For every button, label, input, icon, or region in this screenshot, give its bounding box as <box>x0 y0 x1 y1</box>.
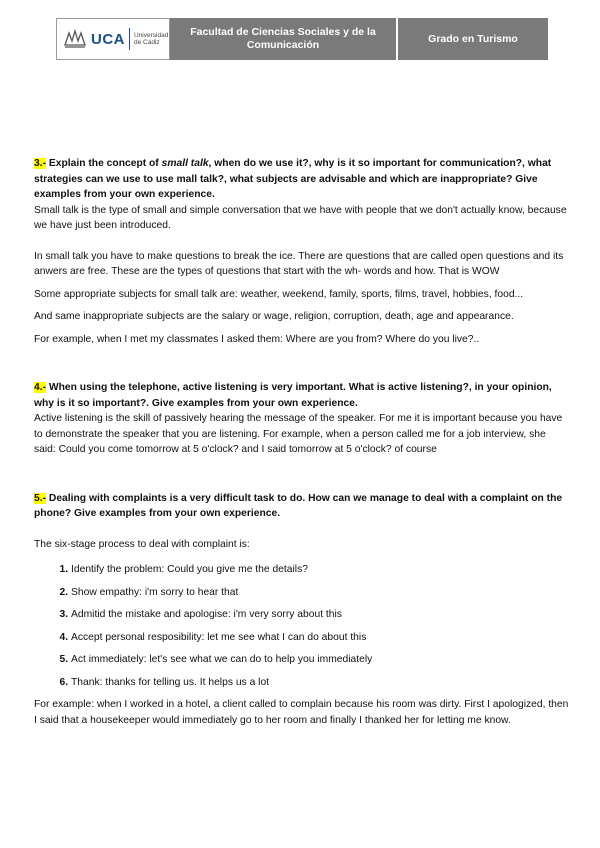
list-item: 6. Thank: thanks for telling us. It helps us a lot <box>71 675 570 691</box>
question-number: 4.- <box>34 382 47 393</box>
question-3 <box>34 156 570 203</box>
answer-paragraph: In small talk you have to make questions to break the ice. There are questions that are called open questions and its anwers are free. These are the types of questions that start with the wh- words and how. That is WOW <box>34 250 564 277</box>
question-text: Dealing with complaints is a very difficult task to do. How can we manage to deal with a complaint on the phone? Give examples from your own experience. <box>34 492 563 519</box>
logo-sub-line1: Universidad <box>134 32 169 39</box>
list-item: 1. Identify the problem: Could you give me the details? <box>71 562 570 578</box>
answer-paragraph: Active listening is the skill of passively hearing the message of the speaker. For me it is important because you have to demonstrate the speaker that you are listening. For example, when a person called me for a job interview, she said: Could you come tomorrow at 5 o'clock? and I said tomorrow at 5 o'clock? of course <box>34 413 563 455</box>
question-italic-term: small talk <box>161 158 209 169</box>
document-header <box>56 18 548 60</box>
list-item: 2. Show empathy: i'm sorry to hear that <box>71 585 570 601</box>
question-4 <box>34 380 570 411</box>
question-text: When using the telephone, active listening is very important. What is active listening?, in your opinion, why is it so important?. Give examples from your own experience. <box>34 382 552 409</box>
answer-paragraph: And same inappropriate subjects are the salary or wage, religion, corruption, death, age and appearance. <box>34 311 514 322</box>
question-5 <box>34 491 570 522</box>
question-number: 5.- <box>34 492 47 504</box>
logo-sub-line2: de Cádiz <box>134 39 160 46</box>
answer-paragraph: Small talk is the type of small and simple conversation that we have with people that we don't actually know, because we have just been introduced. <box>34 204 567 231</box>
answer-paragraph: For example: when I worked in a hotel, a client called to complain because his room was dirty. First I apologized, then I said that a housekeeper would immediately go to her room and finally I thanked her for letting me know. <box>34 699 569 726</box>
list-item: 5. Act immediately: let's see what we can do to help you immediately <box>71 652 570 668</box>
degree-name: Grado en Turismo <box>398 18 548 60</box>
logo-divider <box>129 28 130 50</box>
crest-icon <box>63 29 87 49</box>
university-logo <box>56 18 170 60</box>
faculty-name: Facultad de Ciencias Sociales y de la Comunicación <box>170 18 398 60</box>
process-steps-list <box>34 562 570 690</box>
answer-paragraph: Some appropriate subjects for small talk are: weather, weekend, family, sports, films, travel, hobbies, food... <box>34 288 524 300</box>
logo-text: UCA <box>91 30 125 48</box>
document-body <box>34 156 570 728</box>
answer-paragraph: The six-stage process to deal with complaint is: <box>34 538 250 550</box>
question-text: , when do we use it?, why is it so important for communication?, what strategies can we use to use mall talk?, what subjects are advisable and which are inappropriate? Give examples from your own experience. <box>34 158 552 200</box>
question-number: 3.- <box>34 158 47 169</box>
list-item: 4. Accept personal resposibility: let me see what I can do about this <box>71 630 570 646</box>
logo-subtitle <box>134 32 168 46</box>
list-item: 3. Admitid the mistake and apologise: i'm very sorry about this <box>71 607 570 623</box>
answer-paragraph: For example, when I met my classmates I asked them: Where are you from? Where do you live?.. <box>34 333 480 345</box>
question-text: Explain the concept of <box>46 158 162 169</box>
